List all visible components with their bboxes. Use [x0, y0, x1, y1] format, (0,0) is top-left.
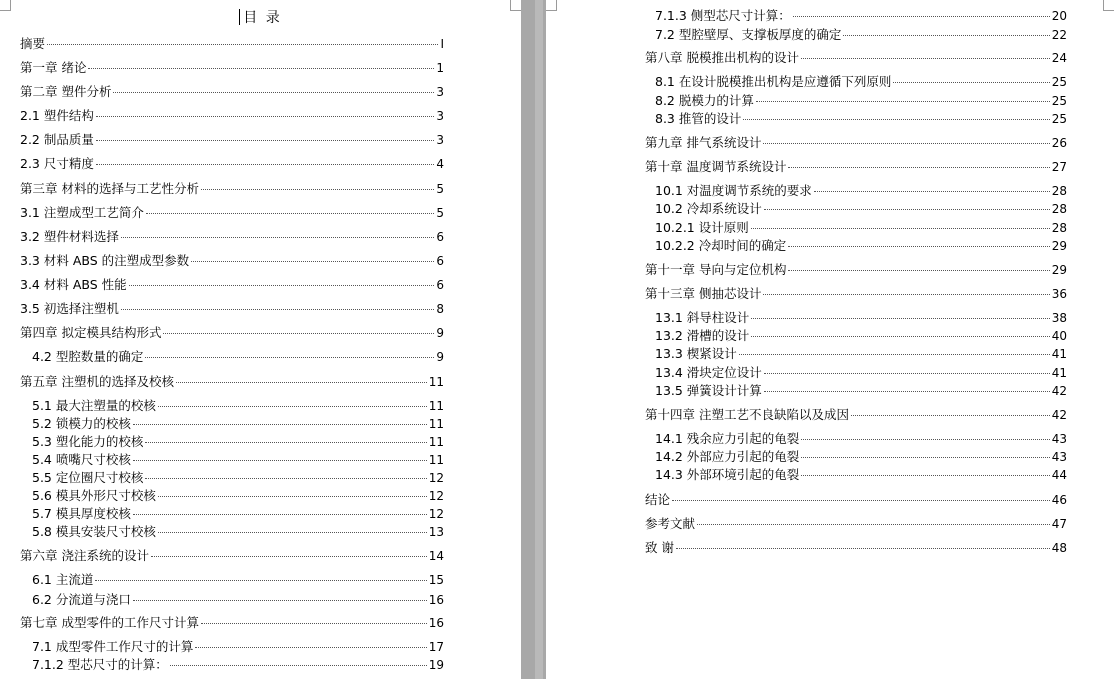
toc-entry-text: 第五章 注塑机的选择及校核 — [20, 374, 174, 389]
toc-entry[interactable] — [645, 407, 1067, 423]
toc-entry-text: 13.3 楔紧设计 — [655, 346, 737, 361]
toc-entry-text: 5.1 最大注塑量的校核 — [32, 398, 156, 413]
toc-page-number: 25 — [1051, 75, 1067, 89]
toc-page-number: 41 — [1051, 366, 1067, 380]
toc-entry-text: 13.1 斜导柱设计 — [655, 310, 750, 325]
toc-entry[interactable] — [32, 657, 444, 673]
toc-entry[interactable] — [655, 74, 1067, 90]
toc-dot-leader — [814, 191, 1050, 192]
toc-dot-leader — [843, 35, 1049, 36]
toc-page-number: 3 — [436, 133, 444, 147]
toc-entry[interactable] — [20, 60, 444, 76]
toc-dot-leader — [763, 294, 1049, 295]
toc-page-number: 11 — [428, 375, 444, 389]
toc-entry[interactable] — [655, 238, 1067, 254]
toc-page-number: 11 — [428, 435, 444, 449]
toc-dot-leader — [739, 354, 1050, 355]
toc-page-number: 11 — [428, 417, 444, 431]
toc-entry-text: 第二章 塑件分析 — [20, 84, 112, 99]
toc-page-number: 16 — [428, 616, 444, 630]
toc-entry[interactable] — [645, 540, 1067, 556]
toc-dot-leader — [893, 82, 1049, 83]
toc-page-number: 11 — [428, 453, 444, 467]
toc-dot-leader — [793, 16, 1050, 17]
toc-entry-text: 7.1.2 型芯尺寸的计算： — [32, 657, 168, 672]
toc-entry[interactable] — [645, 50, 1067, 66]
toc-entry-text: 10.2.2 冷却时间的确定 — [655, 238, 787, 253]
toc-dot-leader — [133, 514, 427, 515]
toc-entry-text: 5.2 锁模力的校核 — [32, 416, 131, 431]
toc-dot-leader — [672, 500, 1050, 501]
toc-entry[interactable] — [20, 84, 444, 100]
toc-dot-leader — [133, 460, 427, 461]
toc-page-number: 42 — [1051, 384, 1067, 398]
toc-entry-text: 13.2 滑槽的设计 — [655, 328, 750, 343]
toc-page-number: 19 — [428, 658, 444, 672]
toc-entry-text: 14.2 外部应力引起的龟裂 — [655, 449, 800, 464]
toc-entry-text: 6.1 主流道 — [32, 572, 94, 587]
toc-page-number: 46 — [1051, 493, 1067, 507]
toc-title[interactable] — [0, 7, 521, 27]
toc-page-number: 43 — [1051, 432, 1067, 446]
toc-dot-leader — [121, 237, 435, 238]
toc-entry-text: 5.8 模具安装尺寸校核 — [32, 524, 156, 539]
toc-entry-text: 第四章 拟定模具结构形式 — [20, 325, 162, 340]
toc-dot-leader — [195, 647, 426, 648]
toc-page-number: 16 — [428, 593, 444, 607]
toc-entry[interactable] — [20, 156, 444, 172]
toc-entry[interactable] — [32, 452, 444, 468]
toc-dot-leader — [151, 556, 427, 557]
toc-entry-text: 3.1 注塑成型工艺简介 — [20, 205, 144, 220]
toc-entry[interactable] — [655, 8, 1067, 24]
toc-entry[interactable] — [32, 416, 444, 432]
toc-entry[interactable] — [20, 615, 444, 631]
toc-entry-text: 参考文献 — [645, 516, 696, 531]
toc-entry[interactable] — [655, 365, 1067, 381]
toc-entry-text: 2.2 制品质量 — [20, 132, 94, 147]
toc-page-number: 6 — [436, 254, 444, 268]
toc-entry[interactable] — [32, 524, 444, 540]
toc-entry[interactable] — [32, 434, 444, 450]
toc-dot-leader — [145, 478, 426, 479]
toc-dot-leader — [764, 209, 1050, 210]
toc-entry[interactable] — [655, 346, 1067, 362]
toc-page-number: 1 — [436, 61, 444, 75]
toc-entry-text: 7.1 成型零件工作尺寸的计算 — [32, 639, 194, 654]
toc-page-number: 25 — [1051, 112, 1067, 126]
toc-entry[interactable] — [32, 639, 444, 655]
toc-entry-text: 第六章 浇注系统的设计 — [20, 548, 149, 563]
toc-page-number: 27 — [1051, 160, 1067, 174]
toc-entry[interactable] — [655, 183, 1067, 199]
toc-dot-leader — [96, 116, 435, 117]
toc-entry-text: 5.6 模具外形尺寸校核 — [32, 488, 156, 503]
toc-entry-text: 5.4 喷嘴尺寸校核 — [32, 452, 131, 467]
toc-page-number: 17 — [428, 640, 444, 654]
toc-page-number: 24 — [1051, 51, 1067, 65]
toc-dot-leader — [764, 373, 1050, 374]
toc-entry[interactable] — [655, 201, 1067, 217]
toc-page-number: 48 — [1051, 541, 1067, 555]
toc-entry[interactable] — [32, 572, 444, 588]
toc-dot-leader — [788, 246, 1049, 247]
toc-entry-text: 结论 — [645, 492, 671, 507]
toc-entry[interactable] — [32, 488, 444, 504]
toc-page-number: 6 — [436, 278, 444, 292]
toc-page-number: I — [440, 37, 444, 51]
toc-entry-text: 13.5 弹簧设计计算 — [655, 383, 762, 398]
toc-entry[interactable] — [645, 286, 1067, 302]
toc-entry-text: 4.2 型腔数量的确定 — [32, 349, 144, 364]
toc-dot-leader — [133, 424, 427, 425]
toc-dot-leader — [145, 442, 426, 443]
toc-dot-leader — [743, 119, 1049, 120]
toc-dot-leader — [788, 270, 1049, 271]
toc-entry[interactable] — [645, 262, 1067, 278]
toc-entry-text: 5.3 塑化能力的校核 — [32, 434, 144, 449]
toc-dot-leader — [191, 261, 434, 262]
toc-entry-text: 第三章 材料的选择与工艺性分析 — [20, 181, 199, 196]
toc-page-number: 11 — [428, 399, 444, 413]
toc-page-number: 9 — [436, 350, 444, 364]
toc-entry[interactable] — [32, 349, 444, 365]
toc-entry[interactable] — [655, 27, 1067, 43]
toc-entry-text: 2.3 尺寸精度 — [20, 156, 94, 171]
toc-page-number: 3 — [436, 85, 444, 99]
toc-page-number: 44 — [1051, 468, 1067, 482]
toc-entry[interactable] — [655, 431, 1067, 447]
toc-dot-leader — [764, 391, 1050, 392]
toc-entry[interactable] — [655, 111, 1067, 127]
toc-entry[interactable] — [655, 467, 1067, 483]
toc-entry[interactable] — [20, 548, 444, 564]
toc-page-number: 29 — [1051, 263, 1067, 277]
toc-dot-leader — [113, 92, 434, 93]
toc-page-number: 28 — [1051, 202, 1067, 216]
document-page-right — [546, 0, 1114, 679]
toc-entry-text: 8.1 在设计脱模推出机构是应遵循下列原则 — [655, 74, 892, 89]
toc-dot-leader — [121, 309, 435, 310]
toc-entry-text: 3.3 材料 ABS 的注塑成型参数 — [20, 253, 190, 268]
toc-entry-text: 第十一章 导向与定位机构 — [645, 262, 787, 277]
toc-page-number: 4 — [436, 157, 444, 171]
toc-page-number: 40 — [1051, 329, 1067, 343]
toc-dot-leader — [801, 475, 1049, 476]
toc-page-number: 38 — [1051, 311, 1067, 325]
toc-entry-text: 3.2 塑件材料选择 — [20, 229, 119, 244]
toc-dot-leader — [47, 44, 438, 45]
toc-entry-text: 5.7 模具厚度校核 — [32, 506, 131, 521]
toc-entry[interactable] — [20, 108, 444, 124]
toc-entry[interactable] — [20, 301, 444, 317]
toc-page-number: 47 — [1051, 517, 1067, 531]
toc-dot-leader — [158, 532, 427, 533]
toc-dot-leader — [801, 58, 1050, 59]
toc-dot-leader — [201, 189, 434, 190]
toc-entry-text: 10.2.1 设计原则 — [655, 220, 749, 235]
toc-page-number: 20 — [1051, 9, 1067, 23]
toc-entry[interactable] — [645, 516, 1067, 532]
toc-page-number: 6 — [436, 230, 444, 244]
toc-page-number: 14 — [428, 549, 444, 563]
toc-entry-text: 第十三章 侧抽芯设计 — [645, 286, 762, 301]
toc-entry-text: 6.2 分流道与浇口 — [32, 592, 131, 607]
toc-dot-leader — [133, 600, 427, 601]
toc-entry-text: 7.1.3 侧型芯尺寸计算： — [655, 8, 791, 23]
toc-page-number: 3 — [436, 109, 444, 123]
toc-entry-text: 2.1 塑件结构 — [20, 108, 94, 123]
toc-entry[interactable] — [32, 592, 444, 608]
toc-dot-leader — [756, 101, 1050, 102]
toc-entry-text: 14.1 残余应力引起的龟裂 — [655, 431, 800, 446]
toc-entry[interactable] — [32, 470, 444, 486]
toc-entry[interactable] — [32, 398, 444, 414]
toc-entry[interactable] — [645, 135, 1067, 151]
toc-entry[interactable] — [20, 181, 444, 197]
toc-entry-text: 第九章 排气系统设计 — [645, 135, 762, 150]
toc-entry-text: 14.3 外部环境引起的龟裂 — [655, 467, 800, 482]
toc-entry[interactable] — [655, 310, 1067, 326]
toc-entry[interactable] — [20, 374, 444, 390]
toc-page-number: 28 — [1051, 184, 1067, 198]
toc-entry[interactable] — [20, 325, 444, 341]
toc-page-number: 12 — [428, 489, 444, 503]
toc-entry-text: 8.3 推管的设计 — [655, 111, 742, 126]
toc-entry[interactable] — [20, 253, 444, 269]
toc-entry-text: 10.1 对温度调节系统的要求 — [655, 183, 812, 198]
toc-entry[interactable] — [20, 132, 444, 148]
toc-page-number: 43 — [1051, 450, 1067, 464]
toc-dot-leader — [751, 318, 1049, 319]
toc-entry-text: 第十章 温度调节系统设计 — [645, 159, 787, 174]
text-cursor — [239, 9, 240, 25]
toc-entry-text: 第七章 成型零件的工作尺寸计算 — [20, 615, 199, 630]
document-page-left — [0, 0, 521, 679]
toc-entry-text: 7.2 型腔壁厚、支撑板厚度的确定 — [655, 27, 842, 42]
toc-entry[interactable] — [655, 93, 1067, 109]
toc-dot-leader — [851, 415, 1050, 416]
toc-entry-text: 3.5 初选择注塑机 — [20, 301, 119, 316]
toc-entry-text: 第十四章 注塑工艺不良缺陷以及成因 — [645, 407, 849, 422]
toc-dot-leader — [751, 336, 1049, 337]
toc-dot-leader — [751, 228, 1050, 229]
toc-page-number: 5 — [436, 182, 444, 196]
toc-entry[interactable] — [20, 36, 444, 52]
toc-dot-leader — [158, 496, 427, 497]
toc-page-number: 8 — [436, 302, 444, 316]
toc-page-number: 26 — [1051, 136, 1067, 150]
toc-entry[interactable] — [655, 383, 1067, 399]
scrollbar[interactable] — [535, 0, 543, 679]
toc-dot-leader — [88, 68, 434, 69]
toc-entry-text: 3.4 材料 ABS 性能 — [20, 277, 127, 292]
toc-page-number: 41 — [1051, 347, 1067, 361]
toc-entry[interactable] — [645, 492, 1067, 508]
toc-page-number: 29 — [1051, 239, 1067, 253]
toc-entry-text: 5.5 定位圈尺寸校核 — [32, 470, 144, 485]
toc-dot-leader — [201, 623, 427, 624]
toc-entry-text: 第一章 绪论 — [20, 60, 87, 75]
toc-dot-leader — [163, 333, 434, 334]
toc-entry[interactable] — [20, 205, 444, 221]
toc-entry[interactable] — [655, 220, 1067, 236]
toc-page-number: 28 — [1051, 221, 1067, 235]
toc-page-number: 25 — [1051, 94, 1067, 108]
toc-entry-text: 摘要 — [20, 36, 46, 51]
toc-page-number: 12 — [428, 507, 444, 521]
toc-dot-leader — [96, 164, 435, 165]
toc-page-number: 5 — [436, 206, 444, 220]
toc-dot-leader — [145, 357, 434, 358]
toc-page-number: 15 — [428, 573, 444, 587]
toc-dot-leader — [96, 140, 435, 141]
toc-entry[interactable] — [655, 449, 1067, 465]
toc-entry[interactable] — [20, 229, 444, 245]
page-corner-mark — [1103, 0, 1114, 11]
toc-page-number: 36 — [1051, 287, 1067, 301]
toc-dot-leader — [176, 382, 427, 383]
toc-dot-leader — [146, 213, 435, 214]
toc-title-text: 目 录 — [243, 10, 282, 26]
toc-page-number: 12 — [428, 471, 444, 485]
toc-dot-leader — [697, 524, 1050, 525]
toc-dot-leader — [95, 580, 426, 581]
toc-entry-text: 10.2 冷却系统设计 — [655, 201, 762, 216]
toc-dot-leader — [801, 457, 1049, 458]
toc-entry[interactable] — [20, 277, 444, 293]
toc-entry[interactable] — [645, 159, 1067, 175]
toc-dot-leader — [170, 665, 427, 666]
toc-page-number: 22 — [1051, 28, 1067, 42]
toc-page-number: 42 — [1051, 408, 1067, 422]
toc-dot-leader — [801, 439, 1049, 440]
toc-entry-text: 致 谢 — [645, 540, 674, 555]
toc-page-number: 9 — [436, 326, 444, 340]
toc-dot-leader — [158, 406, 427, 407]
toc-dot-leader — [788, 167, 1049, 168]
toc-dot-leader — [763, 143, 1049, 144]
toc-entry-text: 第八章 脱模推出机构的设计 — [645, 50, 799, 65]
toc-entry-text: 13.4 滑块定位设计 — [655, 365, 762, 380]
toc-entry-text: 8.2 脱模力的计算 — [655, 93, 754, 108]
page-corner-mark — [546, 0, 557, 11]
toc-entry[interactable] — [655, 328, 1067, 344]
toc-dot-leader — [129, 285, 435, 286]
toc-entry[interactable] — [32, 506, 444, 522]
toc-page-number: 13 — [428, 525, 444, 539]
toc-dot-leader — [676, 548, 1050, 549]
